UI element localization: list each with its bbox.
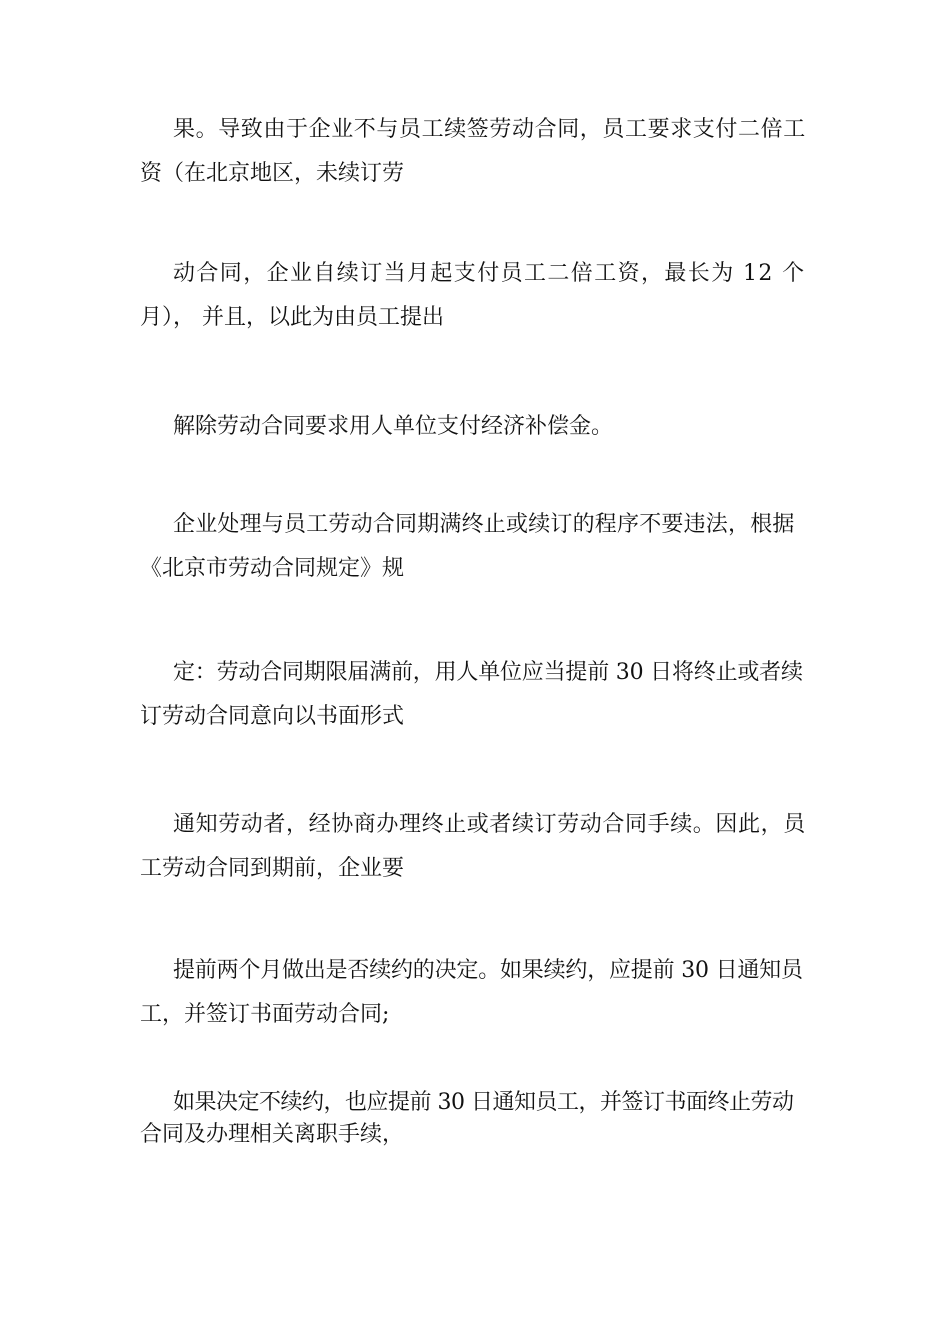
paragraph-1 [140, 117, 820, 187]
paragraph-4-line-2: 《北京市劳动合同规定》规 [140, 556, 405, 581]
paragraph-4-line-1: 企业处理与员工劳动合同期满终止或续订的程序不要违法，根据 [173, 512, 795, 537]
paragraph-7 [140, 958, 820, 1028]
paragraph-1-line-2: 资（在北京地区，未续订劳 [140, 161, 405, 186]
paragraph-5 [140, 660, 820, 730]
paragraph-8 [140, 1090, 820, 1148]
paragraph-3-line-1: 解除劳动合同要求用人单位支付经济补偿金。 [173, 414, 614, 439]
paragraph-2-line-1: 动合同，企业自续订当月起支付员工二倍工资，最长为 12 个 [173, 261, 806, 286]
paragraph-8-line-2: 合同及办理相关离职手续， [140, 1122, 405, 1147]
paragraph-5-line-1: 定：劳动合同期限届满前，用人单位应当提前 30 日将终止或者续 [173, 660, 803, 685]
paragraph-7-line-1: 提前两个月做出是否续约的决定。如果续约，应提前 30 日通知员 [173, 958, 803, 983]
paragraph-6-line-2: 工劳动合同到期前，企业要 [140, 856, 405, 881]
paragraph-4 [140, 512, 820, 582]
paragraph-8-line-1: 如果决定不续约，也应提前 30 日通知员工，并签订书面终止劳动 [173, 1090, 794, 1115]
paragraph-7-line-2: 工，并签订书面劳动合同; [140, 1002, 390, 1027]
paragraph-6-line-1: 通知劳动者，经协商办理终止或者续订劳动合同手续。因此，员 [173, 812, 806, 837]
paragraph-5-line-2: 订劳动合同意向以书面形式 [140, 704, 405, 729]
paragraph-1-line-1: 果。导致由于企业不与员工续签劳动合同，员工要求支付二倍工 [173, 117, 806, 142]
paragraph-2 [140, 261, 820, 331]
paragraph-6 [140, 812, 820, 882]
paragraph-2-line-2: 月）， 并且，以此为由员工提出 [140, 305, 444, 330]
paragraph-3 [140, 414, 820, 440]
